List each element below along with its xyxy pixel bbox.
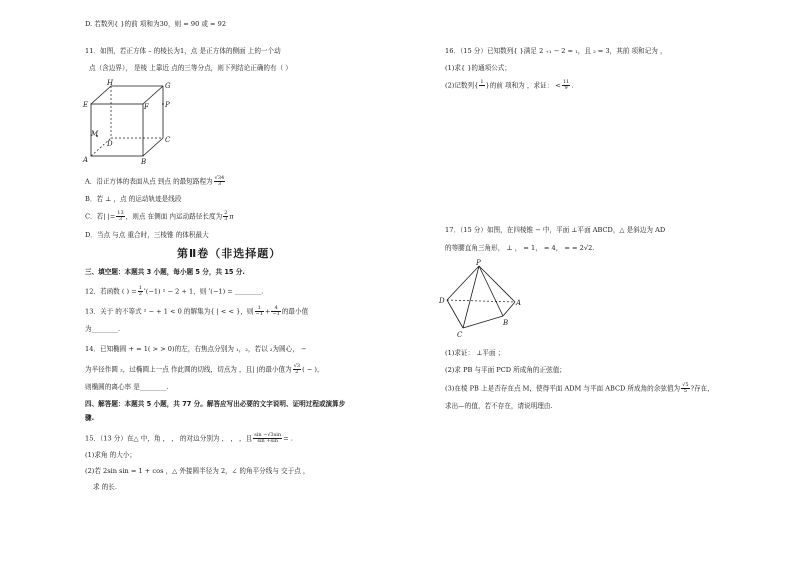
cube-figure — [81, 78, 181, 168]
q14-line2: 为半径作圆 ₂，过椭圆上一点 作此圆的切线，切点为 ，且| |的最小值为 $\frac{√3}{2}$ ( − )， — [85, 363, 324, 375]
q11-stem-line1: 11．如图，若正方体 – 的棱长为1，点 是正方体的侧面 上的一个动 — [85, 47, 281, 55]
q11-option-d: D．当点 与点 重合时，三棱锥 的体积最大 — [85, 231, 209, 239]
solve-heading-line1: 四、解答题：本题共 5 小题，共 77 分。解答应写出必要的文字说明、证明过程或演算步 — [85, 400, 346, 408]
q17-part2: (2)求 PB 与平面 PCD 所成角的正弦值； — [445, 366, 566, 374]
cube-label-h: H — [107, 79, 114, 87]
cube-label-b: B — [141, 158, 147, 166]
q16-part2: (2)记数列{ 1 }的前 项和为 ，求证： < $\frac{11}{9}$ . — [445, 79, 574, 91]
pyramid-label-d: D — [439, 297, 445, 305]
q15-part2: (2)若 2sin sin = 1 + cos ，△ 外接圆半径为 2，∠ 的角平分线与 交于点 ， — [85, 467, 310, 475]
pyramid-label-p: P — [476, 259, 481, 267]
cube-label-m: M — [91, 130, 99, 138]
q11-option-c: C．若| |= $\frac{13}{3}$ ，则点 在侧面 内运动路径长度为 $\frac{2}{3}$ π — [85, 210, 234, 222]
pyramid-figure — [439, 258, 539, 340]
pyramid-label-b: B — [503, 319, 509, 327]
q17-stem-line1: 17．（15 分）如图，在四棱锥 − 中，平面 ⊥平面 ABCD，△ 是斜边为 AD — [445, 226, 666, 234]
q17-stem-line2: 的等腰直角三角形， ⊥ ， = 1， = 4， = = 2√2. — [445, 244, 595, 252]
q17-part3-cont: 求出—的值，若不存在，请说明理由. — [445, 402, 553, 410]
q16-stem: 16．（15 分）已知数列{ }满足 2 ₊₁ − 2 = ₁，且 ₂ = 3，其前 项和记为 ， — [445, 47, 667, 55]
option-a-fraction: $\frac{√34}{3}$ — [214, 175, 225, 187]
q13-line2: 为________. — [85, 325, 121, 333]
q10-option-d: D. 若数列{ }的前 项和为30，则 = 90 或 = 92 — [85, 20, 227, 28]
cube-label-c: C — [165, 136, 171, 144]
fill-in-heading: 三、填空题：本题共 3 小题，每小题 5 分，共 15 分. — [85, 268, 245, 276]
q11-option-b: B．若 ⊥ ，点 的运动轨迹是线段 — [85, 195, 182, 203]
q11-stem-line2: 点（含边界）， 是棱 上靠近 点的三等分点，则下列结论正确的有（ ） — [89, 64, 292, 72]
cube-label-g: G — [165, 82, 171, 90]
q15-part1: (1)求角 的大小； — [85, 451, 136, 459]
pyramid-label-a: A — [516, 299, 522, 307]
pyramid-label-c: C — [457, 331, 463, 339]
part-two-title: 第Ⅱ卷（非选择题） — [177, 247, 282, 260]
cube-label-e: E — [83, 101, 89, 109]
cube-label-f: F — [144, 103, 149, 111]
q17-part3: (3)在棱 PB 上是否存在点 M，使得平面 ADM 与平面 ABCD 所成角的余弦值为 $\frac{√5}{5}$ ?存在， — [445, 382, 714, 394]
q15-part2-cont: 求 的长. — [93, 483, 117, 491]
cube-label-d: D — [107, 140, 113, 148]
q15-stem: 15．（13 分）在△ 中，角 ， ， 的对边分别为 ， ， ，且 $\frac{\sin -√3\sin}{\sin +\sin}$ = . — [85, 432, 293, 444]
q14-line1: 14．已知椭圆 + = 1( > > 0)的左，右焦点分别为 ₁，₂，若以 ₂为圆心， − — [85, 345, 307, 353]
q17-part1: (1)求证： ⊥平面 ； — [445, 349, 505, 357]
solve-heading-line2: 骤. — [85, 414, 95, 422]
cube-label-p: P — [165, 101, 170, 109]
cube-label-a: A — [83, 156, 89, 164]
q13-line1: 13．关于 的不等式 ² − + 1 < 0 的解集为{ | < < }，则 $\frac{1}{-1}$ + $\frac{4}{-1}$ 的最小值 — [85, 305, 309, 317]
q14-line3: 则椭圆的离心率 是________. — [85, 383, 169, 391]
q11-option-a: A．沿正方体的表面从点 到点 的最短路程为 $\frac{√34}{3}$ — [85, 175, 225, 187]
q12-text: 12．若函数 ( ) = $\frac{1}{2}$ ʹ(−1) ² − 2 + 1，则 ʹ(−1) = ________. — [85, 285, 264, 297]
q16-part1: (1)求{ }的通项公式； — [445, 64, 511, 72]
